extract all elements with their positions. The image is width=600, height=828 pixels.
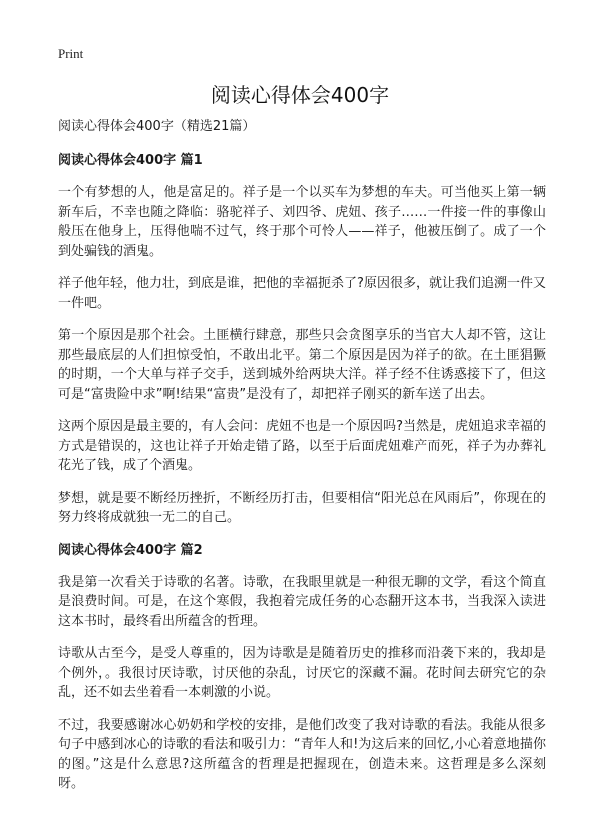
page-title: 阅读心得体会400字 <box>210 83 390 107</box>
article-subtitle: 阅读心得体会400字（精选21篇） <box>58 119 256 134</box>
article-body <box>58 117 546 807</box>
paragraph: 诗歌从古至今，是受人尊重的，因为诗歌是是随着历史的推移而沿袭下来的，我却是个例外，。我很讨厌诗歌，讨厌他的杂乱，讨厌它的深藏不漏。花时间去研究它的杂乱，还不如去坐着看一本刺激的小说。 <box>58 646 546 700</box>
paragraph: 这两个原因是最主要的，有人会问：虎妞不也是一个原因吗?当然是，虎妞追求幸福的方式是错误的，这也让祥子开始走错了路，以至于后面虎妞难产而死，祥子为办葬礼花光了钱，成了个酒鬼。 <box>58 419 546 473</box>
paragraph: 祥子他年轻，他力壮，到底是谁，把他的幸福扼杀了?原因很多，就让我们追溯一件又一件吧。 <box>58 276 546 311</box>
section-heading: 阅读心得体会400字 篇1 <box>58 153 203 168</box>
paragraph: 不过，我要感谢冰心奶奶和学校的安排，是他们改变了我对诗歌的看法。我能从很多句子中感到冰心的诗歌的看法和吸引力：“青年人和!为这后来的回忆,小心着意地描你的图。”这是什么意思?这所蕴含的哲理是把握现在，创造未来。这哲理是多么深刻呀。 <box>58 717 546 791</box>
section-heading: 阅读心得体会400字 篇2 <box>58 542 203 558</box>
paragraph: 一个有梦想的人，他是富足的。祥子是一个以买车为梦想的车夫。可当他买上第一辆新车后，不幸也随之降临：骆驼祥子、刘四爷、虎妞、孩子……一件接一件的事像山般压在他身上，压得他喘不过气，终于那个可怜人——祥子，他被压倒了。成了一个到处骗钱的酒鬼。 <box>58 185 546 259</box>
paragraph: 我是第一次看关于诗歌的名著。诗歌，在我眼里就是一种很无聊的文学，看这个简直是浪费时间。可是，在这个寒假，我抱着完成任务的心态翻开这本书，当我深入读进这本书时，最终看出所蕴含的哲理。 <box>58 574 546 629</box>
paragraph: 第一个原因是那个社会。土匪横行肆意，那些只会贪图享乐的当官大人却不管，这让那些最底层的人们担惊受怕，不敢出北平。第二个原因是因为祥子的欲。在土匪猖獗的时期，一个大单与祥子交手，送到城外给两块大洋。祥子经不住诱惑接下了，但这可是“富贵险中求”啊!结果“富贵”是没有了，却把祥子刚买的新车送了出去。 <box>58 328 546 402</box>
print-link[interactable]: Print <box>58 46 84 61</box>
paragraph: 梦想，就是要不断经历挫折，不断经历打击，但要相信“阳光总在风雨后”，你现在的努力终将成就独一无二的自己。 <box>58 490 546 525</box>
